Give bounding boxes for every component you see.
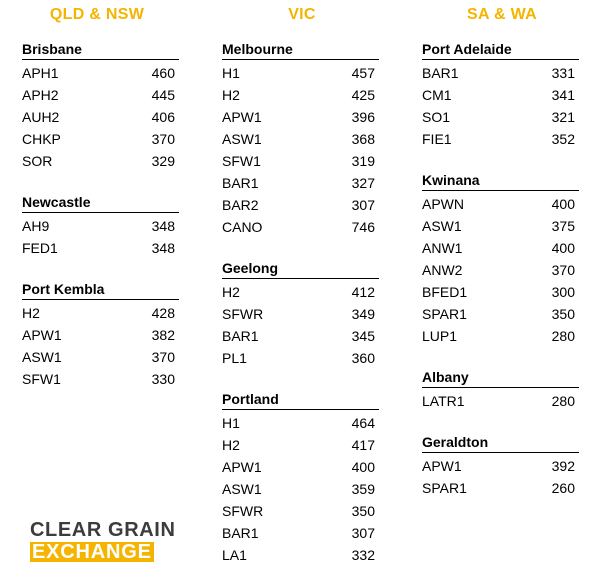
port-block xyxy=(222,390,379,566)
grade-row xyxy=(422,259,579,281)
port-name: Port Kembla xyxy=(22,280,179,300)
grade-row xyxy=(222,325,379,347)
grade-price: 464 xyxy=(351,415,375,431)
grade-code: APW1 xyxy=(422,458,462,474)
port-block xyxy=(422,368,579,412)
port-name: Geraldton xyxy=(422,433,579,453)
grade-code: CM1 xyxy=(422,87,452,103)
port-name: Brisbane xyxy=(22,40,179,60)
grade-price: 746 xyxy=(351,219,375,235)
region-column-vic xyxy=(222,40,379,579)
region-column-sa-wa xyxy=(422,40,579,520)
grade-price: 327 xyxy=(351,175,375,191)
grade-row xyxy=(222,412,379,434)
grade-code: AH9 xyxy=(22,218,50,234)
grade-code: BAR2 xyxy=(222,197,259,213)
grade-row xyxy=(222,544,379,566)
grade-row xyxy=(422,390,579,412)
grade-code: BAR1 xyxy=(222,525,259,541)
grade-code: H2 xyxy=(222,284,240,300)
grade-price: 352 xyxy=(551,131,575,147)
grade-code: H2 xyxy=(222,437,240,453)
grade-code: ASW1 xyxy=(422,218,462,234)
port-name: Portland xyxy=(222,390,379,410)
grade-price: 319 xyxy=(351,153,375,169)
grade-row xyxy=(222,500,379,522)
grade-code: APW1 xyxy=(222,109,262,125)
grade-row xyxy=(222,62,379,84)
grade-code: APH1 xyxy=(22,65,59,81)
region-title-sa-wa: SA & WA xyxy=(467,6,537,23)
grade-row xyxy=(222,522,379,544)
grade-price: 330 xyxy=(151,371,175,387)
port-name: Geelong xyxy=(222,259,379,279)
grade-row xyxy=(422,106,579,128)
grade-code: PL1 xyxy=(222,350,247,366)
grade-price: 412 xyxy=(351,284,375,300)
grade-code: H1 xyxy=(222,415,240,431)
grade-price: 396 xyxy=(351,109,375,125)
port-name: Albany xyxy=(422,368,579,388)
clear-grain-exchange-logo xyxy=(30,519,176,563)
grade-price: 345 xyxy=(351,328,375,344)
port-name: Newcastle xyxy=(22,193,179,213)
grade-row xyxy=(22,324,179,346)
grade-row xyxy=(22,346,179,368)
region-column-qld-nsw xyxy=(22,40,179,411)
grade-code: ASW1 xyxy=(222,131,262,147)
grade-price: 341 xyxy=(551,87,575,103)
grade-row xyxy=(22,237,179,259)
grade-code: AUH2 xyxy=(22,109,60,125)
grade-code: BAR1 xyxy=(222,328,259,344)
grade-price: 332 xyxy=(351,547,375,563)
grade-price: 329 xyxy=(151,153,175,169)
grade-row xyxy=(222,281,379,303)
grade-row xyxy=(222,84,379,106)
grade-code: SO1 xyxy=(422,109,451,125)
grade-price: 370 xyxy=(151,131,175,147)
grade-row xyxy=(22,368,179,390)
port-block xyxy=(222,259,379,369)
logo-line-2: EXCHANGE xyxy=(32,541,152,563)
grade-code: APWN xyxy=(422,196,464,212)
grade-row xyxy=(22,215,179,237)
grade-price: 460 xyxy=(151,65,175,81)
port-block xyxy=(422,40,579,150)
grade-price: 457 xyxy=(351,65,375,81)
grade-price: 360 xyxy=(351,350,375,366)
grade-row xyxy=(222,434,379,456)
grade-code: ASW1 xyxy=(22,349,62,365)
grade-row xyxy=(22,106,179,128)
grade-code: SPAR1 xyxy=(422,306,467,322)
port-block xyxy=(222,40,379,238)
port-block xyxy=(22,280,179,390)
grade-code: ANW1 xyxy=(422,240,463,256)
grade-price: 300 xyxy=(551,284,575,300)
grade-price: 359 xyxy=(351,481,375,497)
port-block xyxy=(422,433,579,499)
grade-code: APW1 xyxy=(222,459,262,475)
grade-row xyxy=(222,150,379,172)
region-title-qld-nsw: QLD & NSW xyxy=(49,6,145,23)
grade-price: 370 xyxy=(551,262,575,278)
grade-code: BFED1 xyxy=(422,284,468,300)
grade-code: FIE1 xyxy=(422,131,452,147)
grade-row xyxy=(422,193,579,215)
grade-price: 382 xyxy=(151,327,175,343)
grade-code: APH2 xyxy=(22,87,59,103)
grade-code: SPAR1 xyxy=(422,480,467,496)
grade-price: 417 xyxy=(351,437,375,453)
grade-code: SFW1 xyxy=(22,371,61,387)
grade-code: ANW2 xyxy=(422,262,463,278)
grade-row xyxy=(22,84,179,106)
grade-price: 307 xyxy=(351,197,375,213)
grade-price: 307 xyxy=(351,525,375,541)
grade-row xyxy=(222,478,379,500)
grade-code: ASW1 xyxy=(222,481,262,497)
grade-row xyxy=(222,194,379,216)
grade-row xyxy=(422,215,579,237)
grade-price: 406 xyxy=(151,109,175,125)
grade-row xyxy=(422,325,579,347)
grade-price: 400 xyxy=(351,459,375,475)
grade-row xyxy=(222,128,379,150)
grade-row xyxy=(222,303,379,325)
grade-row xyxy=(422,303,579,325)
region-title-vic: VIC xyxy=(288,6,316,23)
grade-price: 425 xyxy=(351,87,375,103)
grade-price: 280 xyxy=(551,393,575,409)
grade-row xyxy=(422,62,579,84)
grade-code: SFW1 xyxy=(222,153,261,169)
grade-price: 321 xyxy=(551,109,575,125)
grade-row xyxy=(222,347,379,369)
grade-code: CHKP xyxy=(22,131,61,147)
grade-price: 400 xyxy=(551,240,575,256)
grade-row xyxy=(222,106,379,128)
grade-code: CANO xyxy=(222,219,263,235)
grade-price: 428 xyxy=(151,305,175,321)
grade-price: 331 xyxy=(551,65,575,81)
grade-code: APW1 xyxy=(22,327,62,343)
grade-code: BAR1 xyxy=(222,175,259,191)
grade-row xyxy=(422,477,579,499)
port-block xyxy=(22,40,179,172)
port-name: Kwinana xyxy=(422,171,579,191)
grade-code: H2 xyxy=(222,87,240,103)
grade-code: LA1 xyxy=(222,547,247,563)
port-name: Port Adelaide xyxy=(422,40,579,60)
grade-row xyxy=(22,150,179,172)
grade-price: 445 xyxy=(151,87,175,103)
grade-code: BAR1 xyxy=(422,65,459,81)
port-block xyxy=(422,171,579,347)
grade-row xyxy=(222,216,379,238)
grade-row xyxy=(22,62,179,84)
grade-code: FED1 xyxy=(22,240,58,256)
grade-row xyxy=(422,455,579,477)
port-name: Melbourne xyxy=(222,40,379,60)
grade-code: SFWR xyxy=(222,306,264,322)
grade-code: LUP1 xyxy=(422,328,458,344)
grade-price: 349 xyxy=(351,306,375,322)
grade-row xyxy=(422,237,579,259)
grade-price: 260 xyxy=(551,480,575,496)
grade-price: 348 xyxy=(151,240,175,256)
grade-code: SOR xyxy=(22,153,53,169)
grade-price: 392 xyxy=(551,458,575,474)
grade-row xyxy=(422,84,579,106)
grade-row xyxy=(422,281,579,303)
grade-price: 368 xyxy=(351,131,375,147)
grade-code: LATR1 xyxy=(422,393,465,409)
grade-price: 370 xyxy=(151,349,175,365)
grade-row xyxy=(422,128,579,150)
grade-price: 280 xyxy=(551,328,575,344)
grade-row xyxy=(222,172,379,194)
grade-code: H2 xyxy=(22,305,40,321)
grade-code: SFWR xyxy=(222,503,264,519)
grade-row xyxy=(22,302,179,324)
port-block xyxy=(22,193,179,259)
grade-code: H1 xyxy=(222,65,240,81)
grade-price: 400 xyxy=(551,196,575,212)
grade-price: 375 xyxy=(551,218,575,234)
grade-row xyxy=(222,456,379,478)
grade-price: 350 xyxy=(351,503,375,519)
grade-row xyxy=(22,128,179,150)
grade-price: 350 xyxy=(551,306,575,322)
logo-line-1: CLEAR GRAIN xyxy=(30,519,176,541)
grade-price: 348 xyxy=(151,218,175,234)
